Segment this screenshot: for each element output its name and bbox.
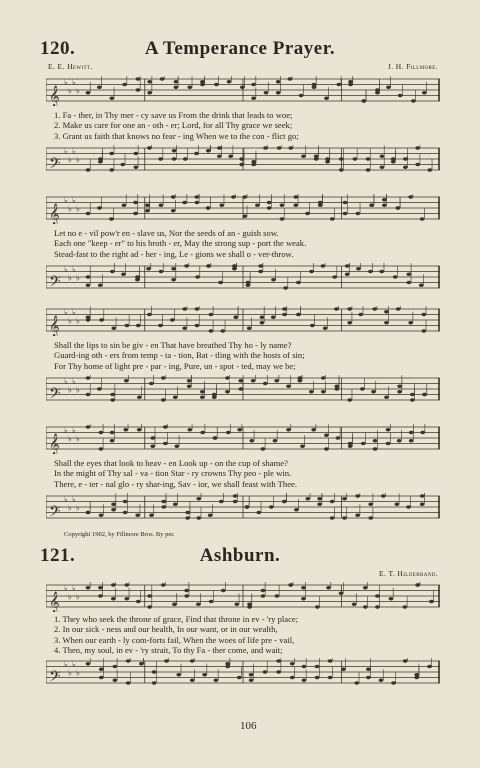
svg-text:𝄞: 𝄞: [49, 204, 60, 224]
svg-text:♭: ♭: [68, 316, 72, 326]
staff-lines: [46, 424, 440, 454]
svg-text:♭: ♭: [64, 147, 68, 157]
svg-text:𝄢: 𝄢: [49, 273, 61, 294]
svg-text:♭: ♭: [76, 434, 80, 444]
bass-staff: [46, 263, 440, 293]
svg-text:♭: ♭: [64, 584, 68, 593]
lyric-line: 4. Then, my soul, in ev - 'ry strait, To thy Fa - ther come, and wait;: [54, 645, 283, 656]
bass-staff: [46, 658, 440, 688]
staff-lines: [46, 263, 440, 293]
svg-text:♭: ♭: [68, 434, 72, 444]
svg-text:♭: ♭: [72, 78, 76, 87]
hymn-number: 120.: [40, 38, 76, 59]
staff-lines: [46, 76, 440, 106]
svg-text:♭: ♭: [76, 273, 80, 283]
music-system-2: [46, 194, 440, 293]
lyric-line: There, e - ter - nal glo - ry shar-ing, Sav - ior, we shall feast with Thee.: [54, 478, 297, 489]
svg-text:♭: ♭: [72, 377, 76, 387]
svg-text:♭: ♭: [72, 196, 76, 205]
svg-text:♭: ♭: [72, 308, 76, 317]
lyrics-block: [46, 110, 440, 141]
svg-text:𝄞: 𝄞: [49, 434, 60, 454]
svg-text:♭: ♭: [64, 426, 68, 435]
staff-lines: [46, 375, 440, 405]
music-system-1: [46, 76, 440, 175]
svg-text:♭: ♭: [64, 196, 68, 205]
lyric-line: For Thy home of light pre - par - ing, Pure, un - spot - ted, may we be;: [54, 360, 296, 371]
hymn-title: Ashburn.: [199, 545, 281, 566]
treble-staff: [46, 76, 440, 106]
lyric-line: Let no e - vil pow'r en - slave us, Nor the seeds of an - guish sow.: [54, 228, 279, 238]
svg-text:♭: ♭: [64, 78, 68, 87]
lyric-line: 1. Fa - ther, in Thy mer - cy save us From the drink that leads to woe;: [54, 110, 293, 120]
staff-lines: [46, 145, 440, 175]
svg-text:♭: ♭: [76, 503, 80, 513]
svg-text:♭: ♭: [64, 659, 68, 669]
lyric-line: In the might of Thy sal - va - tion Star - ry crowns Thy peo - ple win.: [54, 468, 292, 479]
music-system-5: [46, 582, 440, 688]
svg-text:♭: ♭: [72, 495, 76, 505]
lyric-line: 2. In our sick - ness and our health, In our want, or in our wealth,: [54, 624, 278, 635]
svg-text:♭: ♭: [76, 592, 80, 602]
staff-lines: [46, 493, 440, 523]
hymn-number: 121.: [40, 545, 76, 566]
lyric-line: 2. Make us care for one an - oth - er; Lord, for all Thy grace we seek;: [54, 120, 293, 131]
staff-lines: [46, 658, 440, 688]
svg-text:♭: ♭: [72, 426, 76, 435]
lyric-line: 1. They who seek the throne of grace, Find that throne in ev - 'ry place;: [54, 614, 299, 624]
lyrics-block: [46, 458, 440, 489]
music-credit: E. T. Hildebrand.: [379, 569, 438, 578]
svg-text:♭: ♭: [64, 495, 68, 505]
lyrics-block: [46, 614, 440, 656]
copyright-notice: Copyright 1902, by Fillmore Bros. By per.: [64, 531, 175, 538]
page-number: 106: [240, 720, 257, 732]
svg-text:♭: ♭: [68, 204, 72, 214]
svg-text:♭: ♭: [68, 155, 72, 165]
bass-staff: [46, 375, 440, 405]
svg-text:♭: ♭: [76, 667, 80, 677]
music-system-3: [46, 306, 440, 405]
lyrics-block: [46, 228, 440, 259]
svg-text:♭: ♭: [64, 377, 68, 387]
bass-staff: [46, 493, 440, 523]
svg-text:𝄢: 𝄢: [49, 155, 61, 176]
svg-text:𝄢: 𝄢: [49, 503, 61, 524]
bass-staff: [46, 145, 440, 175]
svg-text:♭: ♭: [72, 584, 76, 593]
hymn-120-header: [40, 38, 440, 74]
staff-lines: [46, 582, 440, 612]
svg-text:♭: ♭: [68, 86, 72, 96]
svg-text:𝄢: 𝄢: [49, 385, 61, 406]
treble-staff: [46, 424, 440, 454]
svg-text:𝄞: 𝄞: [49, 592, 60, 612]
staff-lines: [46, 194, 440, 224]
svg-text:♭: ♭: [76, 385, 80, 395]
svg-text:♭: ♭: [72, 659, 76, 669]
music-credit: J. H. Fillmore.: [387, 62, 438, 71]
svg-text:♭: ♭: [64, 308, 68, 317]
treble-staff: [46, 194, 440, 224]
svg-text:♭: ♭: [64, 265, 68, 275]
lyric-line: Each one "keep - er" to his broth - er, May the strong sup - port the weak.: [54, 238, 307, 249]
svg-text:♭: ♭: [76, 204, 80, 214]
words-credit: E. E. Hewitt.: [48, 62, 93, 71]
treble-staff: [46, 306, 440, 336]
lyric-line: Shall the eyes that look to heav - en Look up - on the cup of shame?: [54, 458, 288, 468]
svg-text:♭: ♭: [68, 503, 72, 513]
svg-text:𝄞: 𝄞: [49, 86, 60, 106]
svg-text:♭: ♭: [68, 592, 72, 602]
svg-text:♭: ♭: [72, 265, 76, 275]
lyric-line: Shall the lips to sin be giv - en That have breathed Thy ho - ly name?: [54, 340, 292, 350]
hymn-121-header: [40, 545, 440, 581]
svg-text:♭: ♭: [76, 155, 80, 165]
svg-text:♭: ♭: [68, 273, 72, 283]
music-system-4: [46, 424, 440, 523]
hymn-title: A Temperance Prayer.: [144, 38, 336, 59]
lyric-line: 3. Grant us faith that knows no fear - ing When we to the con - flict go;: [54, 130, 299, 141]
treble-staff: [46, 582, 440, 612]
svg-text:♭: ♭: [76, 86, 80, 96]
lyric-line: Guard-ing oth - ers from temp - ta - tion, Bat - tling with the hosts of sin;: [54, 350, 305, 361]
svg-text:𝄢: 𝄢: [49, 667, 61, 688]
lyric-line: Stead-fast to the right ad - her - ing, Le - gions we shall o - ver-throw.: [54, 248, 294, 259]
svg-text:♭: ♭: [68, 385, 72, 395]
svg-text:♭: ♭: [68, 667, 72, 677]
lyrics-block: [46, 340, 440, 371]
svg-text:♭: ♭: [76, 316, 80, 326]
svg-text:♭: ♭: [72, 147, 76, 157]
svg-text:𝄞: 𝄞: [49, 316, 60, 336]
lyric-line: 3. When our earth - ly com-forts fail, When the woes of life pre - vail,: [54, 634, 295, 645]
staff-lines: [46, 306, 440, 336]
